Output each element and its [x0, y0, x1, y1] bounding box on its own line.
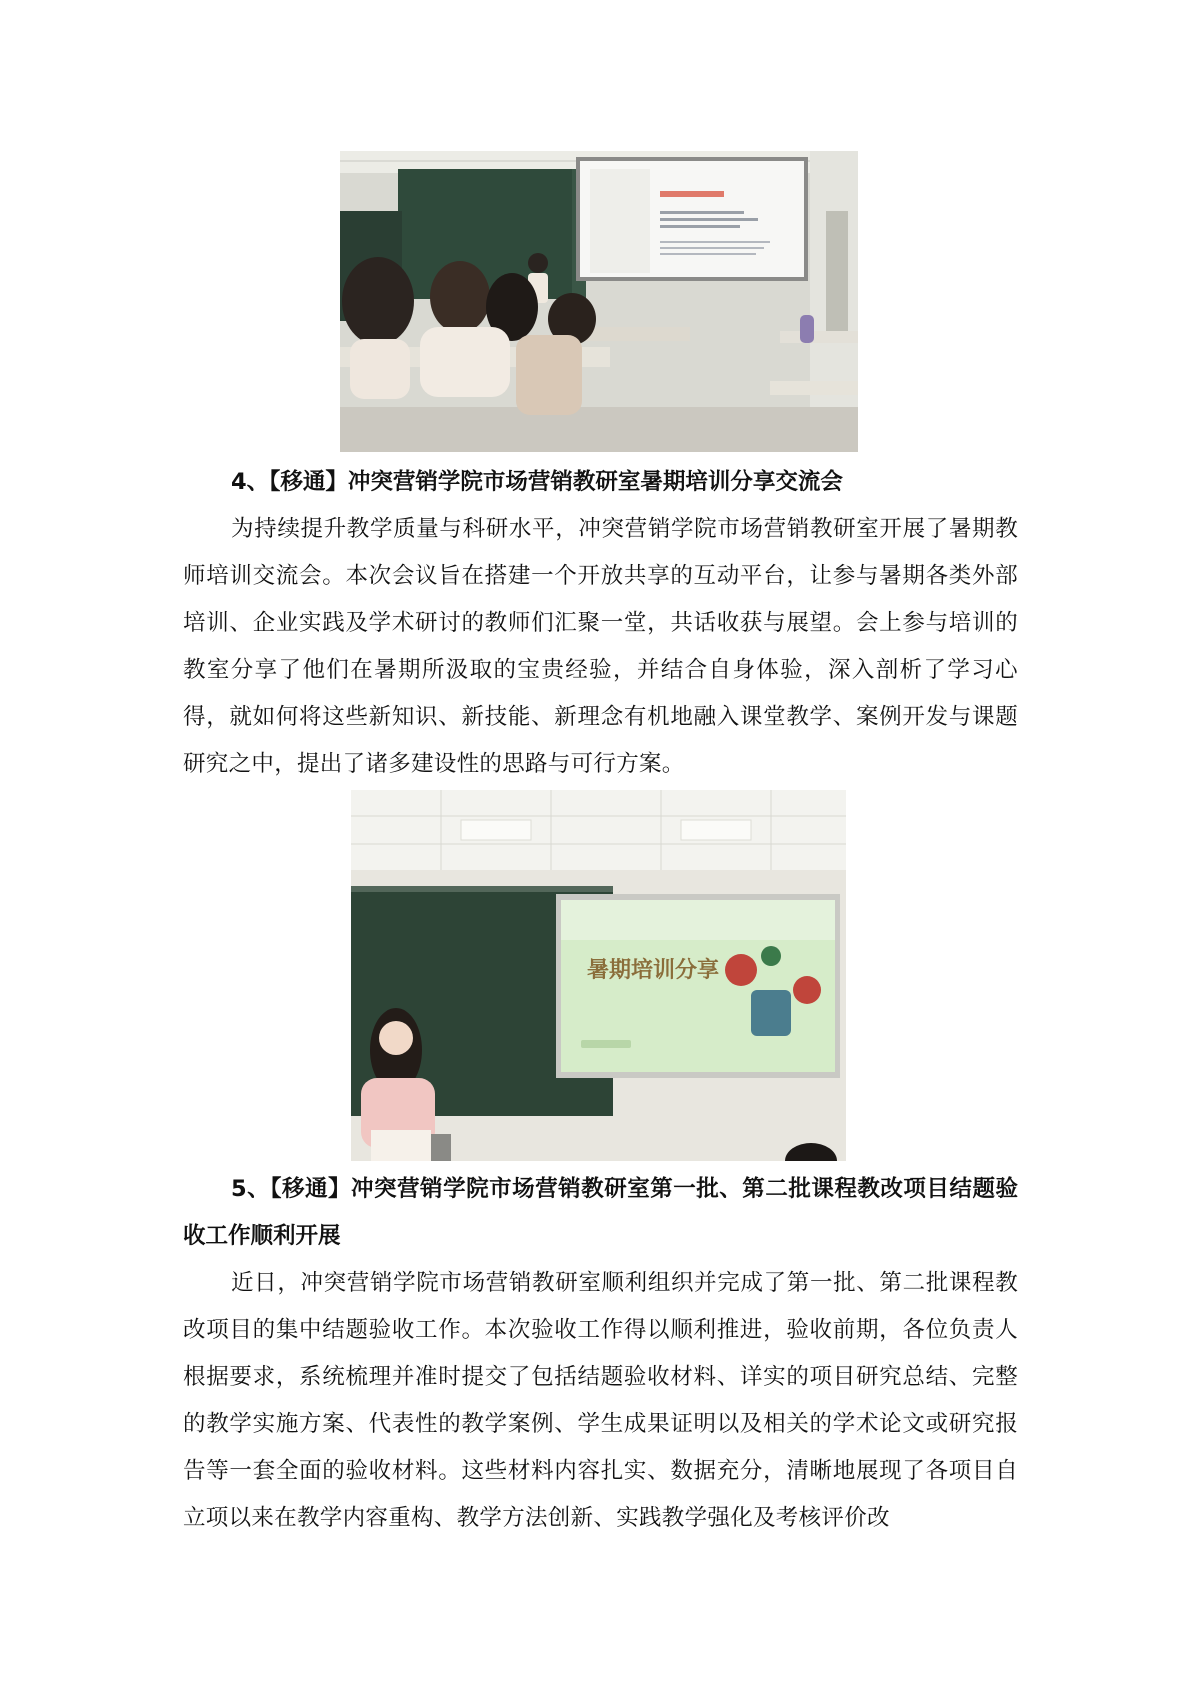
- meeting-photo-classroom: [340, 151, 858, 452]
- training-share-illustration: [351, 790, 846, 1161]
- section-5-body: 近日，冲突营销学院市场营销教研室顺利组织并完成了第一批、第二批课程教改项目的集中结题验收工作。本次验收工作得以顺利推进，验收前期，各位负责人根据要求，系统梳理并准时提交了包括结题验收材料、详实的项目研究总结、完整的教学实施方案、代表性的教学案例、学生成果证明以及相关的学术论文或研究报告等一套全面的验收材料。这些材料内容扎实、数据充分，清晰地展现了各项目自立项以来在教学内容重构、教学方法创新、实践教学强化及考核评价改: [183, 1270, 1018, 1531]
- training-share-photo: [351, 790, 846, 1161]
- section-4-body: 为持续提升教学质量与科研水平，冲突营销学院市场营销教研室开展了暑期教师培训交流会。本次会议旨在搭建一个开放共享的互动平台，让参与暑期各类外部培训、企业实践及学术研讨的教师们汇聚一堂，共话收获与展望。会上参与培训的教室分享了他们在暑期所汲取的宝贵经验，并结合自身体验，深入剖析了学习心得，就如何将这些新知识、新技能、新理念有机地融入课堂教学、案例开发与课题研究之中，提出了诸多建设性的思路与可行方案。: [183, 516, 1018, 777]
- section-5-heading: 5、【移通】冲突营销学院市场营销教研室第一批、第二批课程教改项目结题验收工作顺利开展: [183, 1176, 1018, 1249]
- slide-title: 暑期培训分享: [587, 958, 720, 983]
- meeting-photo-illustration: [340, 151, 858, 452]
- section-4-heading: 4、【移通】冲突营销学院市场营销教研室暑期培训分享交流会: [231, 469, 843, 495]
